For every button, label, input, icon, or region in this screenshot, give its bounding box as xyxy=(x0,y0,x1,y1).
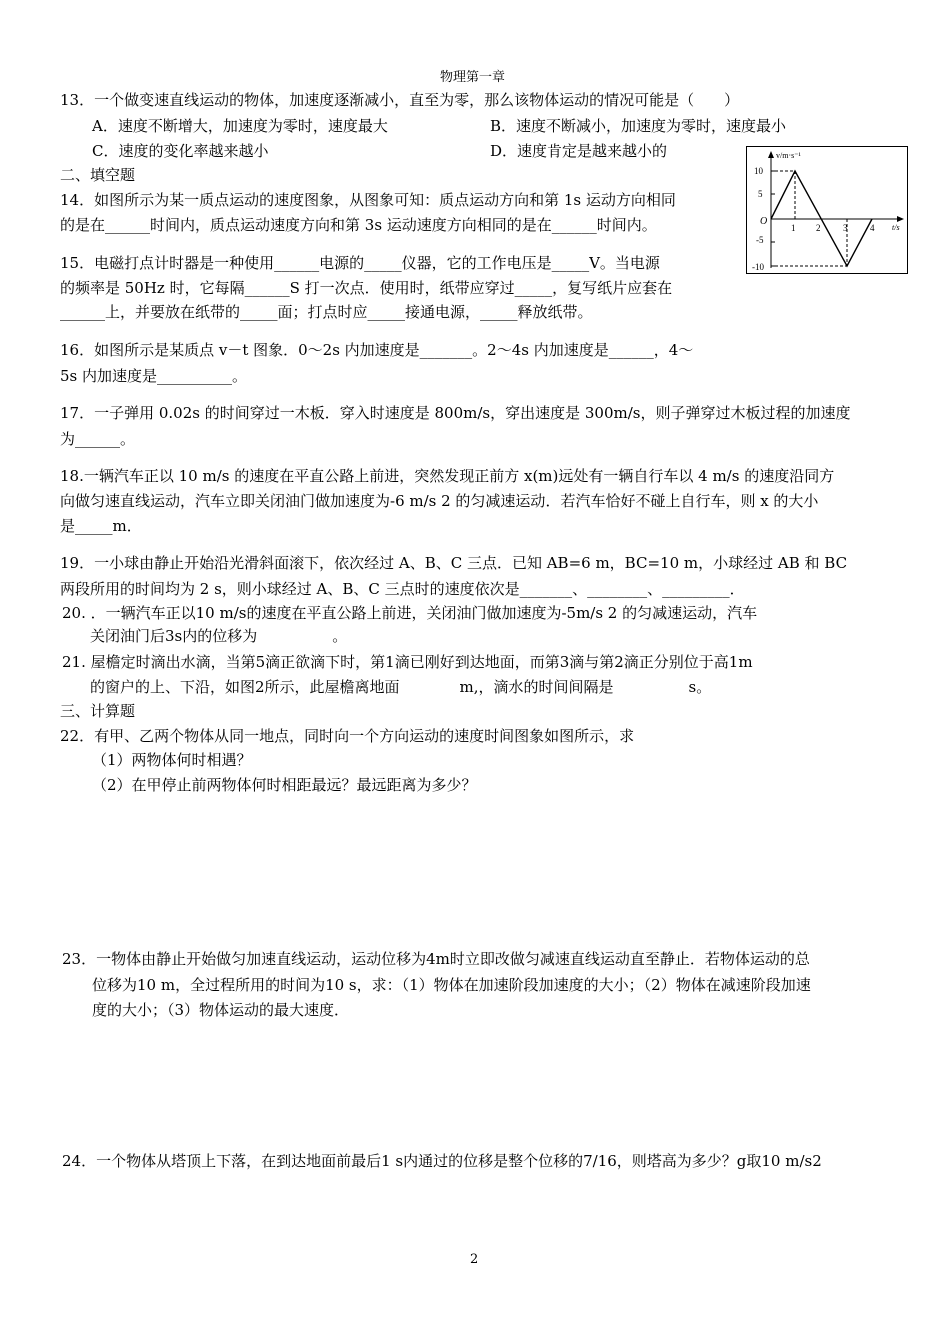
question-17-line1: 17．一子弹用 0.02s 的时间穿过一木板．穿入时速度是 800m/s，穿出速度是 300m/s，则子弹穿过木板过程的加速度 xyxy=(60,404,851,422)
origin-label: O xyxy=(760,216,768,227)
question-20-line2: 关闭油门后3s内的位移为 。 xyxy=(90,627,348,645)
question-21-line2: 的窗户的上、下沿，如图2所示，此屋檐离地面 m,，滴水的时间间隔是 s。 xyxy=(90,678,712,696)
question-15-line2: 的频率是 50Hz 时，它每隔______S 打一次点．使用时，纸带应穿过_____，复写纸片应套在 xyxy=(60,279,673,297)
x-tick-label: 4 xyxy=(870,223,875,233)
question-16-line1: 16．如图所示是某质点 v－t 图象．0～2s 内加速度是_______。2～4s 内加速度是______，4～ xyxy=(60,341,694,359)
question-18-line2: 向做匀速直线运动，汽车立即关闭油门做加速度为-6 m/s 2 的匀减速运动．若汽车恰好不碰上自行车，则 x 的大小 xyxy=(60,492,819,510)
x-tick-label: 2 xyxy=(816,223,821,233)
option-13d: D．速度肯定是越来越小的 xyxy=(490,142,668,160)
page-number: 2 xyxy=(470,1252,479,1267)
question-16-line2: 5s 内加速度是__________。 xyxy=(60,367,248,385)
question-23-line2: 位移为10 m，全过程所用的时间为10 s，求：（1）物体在加速阶段加速度的大小；（2）物体在减速阶段加速 xyxy=(92,976,811,994)
question-23-line1: 23．一物体由静止开始做匀加速直线运动，运动位移为4m时立即改做匀减速直线运动直至静止．若物体运动的总 xyxy=(62,950,810,968)
question-18-line1: 18.一辆汽车正以 10 m/s 的速度在平直公路上前进，突然发现正前方 x(m)远处有一辆自行车以 4 m/s 的速度沿同方 xyxy=(60,467,835,485)
option-13c: C．速度的变化率越来越小 xyxy=(92,142,269,160)
velocity-time-graph xyxy=(746,146,908,274)
section-calculation: 三、计算题 xyxy=(60,702,136,720)
question-20-line1: 20. ．一辆汽车正以10 m/s的速度在平直公路上前进，关闭油门做加速度为-5m/s 2 的匀减速运动，汽车 xyxy=(62,604,758,622)
question-15-line3: ______上，并要放在纸带的_____面；打点时应_____接通电源，_____释放纸带。 xyxy=(60,303,593,321)
y-axis-label: v/m·s⁻¹ xyxy=(776,151,801,160)
question-22-part2: （2）在甲停止前两物体何时相距最远？最远距离为多少？ xyxy=(92,776,477,794)
question-13: 13．一个做变速直线运动的物体，加速度逐渐减小，直至为零，那么该物体运动的情况可能是（ ） xyxy=(60,91,740,109)
question-22-line1: 22．有甲、乙两个物体从同一地点，同时向一个方向运动的速度时间图象如图所示，求 xyxy=(60,727,635,745)
y-tick-label: 5 xyxy=(758,189,763,199)
question-14-line1: 14．如图所示为某一质点运动的速度图象，从图象可知：质点运动方向和第 1s 运动方向相同 xyxy=(60,191,676,209)
x-tick-label: 1 xyxy=(791,223,796,233)
x-tick-label: 3 xyxy=(843,223,848,233)
question-15-line1: 15．电磁打点计时器是一种使用______电源的_____仪器，它的工作电压是_____V。当电源 xyxy=(60,254,660,272)
question-18-line3: 是_____m． xyxy=(60,517,142,535)
x-axis-label: t/s xyxy=(892,223,900,232)
question-17-line2: 为______。 xyxy=(60,430,136,448)
question-23-line3: 度的大小；（3）物体运动的最大速度． xyxy=(92,1001,350,1019)
option-13a: A．速度不断增大，加速度为零时，速度最大 xyxy=(92,117,388,135)
section-fill-blank: 二、填空题 xyxy=(60,166,136,184)
y-tick-label: -10 xyxy=(752,262,764,272)
question-14-line2: 的是在______时间内，质点运动速度方向和第 3s 运动速度方向相同的是在______时间内。 xyxy=(60,216,657,234)
page-header: 物理第一章 xyxy=(440,70,506,85)
option-13b: B．速度不断减小，加速度为零时，速度最小 xyxy=(490,117,787,135)
question-24: 24．一个物体从塔顶上下落，在到达地面前最后1 s内通过的位移是整个位移的7/16，则塔高为多少？g取10 m/s2 xyxy=(62,1152,822,1170)
question-21-line1: 21. 屋檐定时滴出水滴，当第5滴正欲滴下时，第1滴已刚好到达地面，而第3滴与第2滴正分别位于高1m xyxy=(62,653,753,671)
question-19-line1: 19．一小球由静止开始沿光滑斜面滚下，依次经过 A、B、C 三点．已知 AB=6 m，BC=10 m，小球经过 AB 和 BC xyxy=(60,554,848,572)
y-tick-label: -5 xyxy=(756,235,764,245)
y-tick-label: 10 xyxy=(754,166,763,176)
question-19-line2: 两段所用的时间均为 2 s，则小球经过 A、B、C 三点时的速度依次是_______、________、_________． xyxy=(60,580,745,598)
question-22-part1: （1）两物体何时相遇？ xyxy=(92,751,252,769)
